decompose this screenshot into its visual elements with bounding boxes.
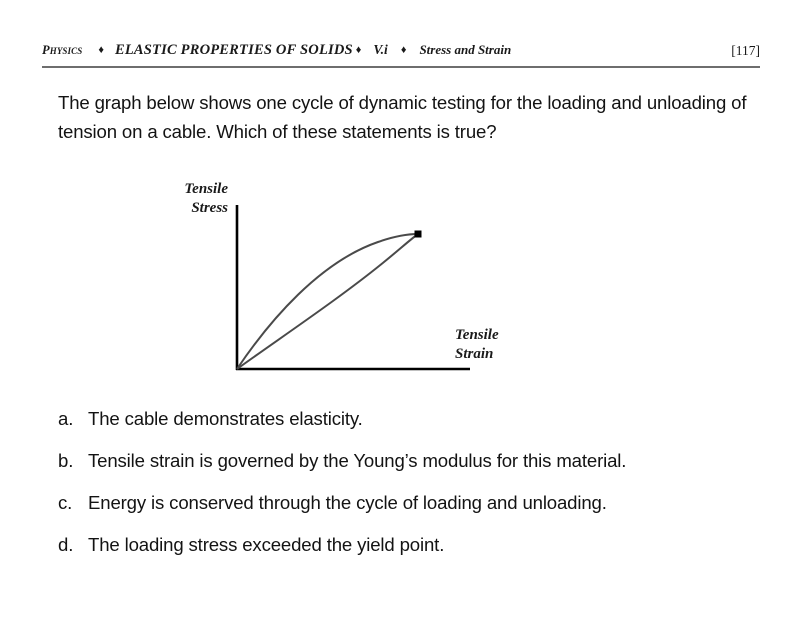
y-axis-label-line1: Tensile bbox=[184, 181, 228, 197]
option-letter: d. bbox=[58, 534, 74, 555]
diamond-separator-icon: ♦ bbox=[98, 44, 104, 56]
option-text: Tensile strain is governed by the Young’s modulus for this material. bbox=[88, 450, 627, 471]
option-letter: a. bbox=[58, 408, 74, 429]
stress-strain-graph bbox=[160, 170, 540, 385]
answer-option-c[interactable] bbox=[58, 492, 758, 534]
diamond-separator-icon: ♦ bbox=[400, 44, 407, 56]
graph-svg bbox=[160, 170, 540, 385]
answer-option-b[interactable] bbox=[58, 450, 758, 492]
y-axis-label-line2: Stress bbox=[191, 200, 228, 216]
answer-options-list bbox=[58, 408, 758, 576]
unloading-curve bbox=[237, 234, 418, 369]
endpoint-marker bbox=[415, 231, 422, 238]
header-subject: Physics bbox=[42, 43, 83, 57]
x-axis-label-line2: Strain bbox=[455, 346, 494, 362]
x-axis-label-line1: Tensile bbox=[455, 327, 499, 343]
page-header bbox=[42, 42, 760, 66]
question-stem: The graph below shows one cycle of dynamic testing for the loading and unloading of tension on a cable. Which of these statements is true? bbox=[58, 92, 747, 142]
option-letter: c. bbox=[58, 492, 73, 513]
option-letter: b. bbox=[58, 450, 74, 471]
page-number: [117] bbox=[731, 43, 760, 58]
answer-option-a[interactable] bbox=[58, 408, 758, 450]
header-divider bbox=[42, 66, 760, 68]
header-section: V.i bbox=[373, 42, 388, 57]
option-text: The cable demonstrates elasticity. bbox=[88, 408, 363, 429]
header-unit-title: ELASTIC PROPERTIES OF SOLIDS bbox=[114, 42, 353, 58]
answer-option-d[interactable] bbox=[58, 534, 758, 576]
option-text: Energy is conserved through the cycle of loading and unloading. bbox=[88, 492, 607, 513]
option-text: The loading stress exceeded the yield point. bbox=[88, 534, 445, 555]
header-topic: Stress and Strain bbox=[419, 42, 512, 57]
header-breadcrumb bbox=[42, 42, 760, 59]
diamond-separator-icon: ♦ bbox=[355, 44, 362, 56]
